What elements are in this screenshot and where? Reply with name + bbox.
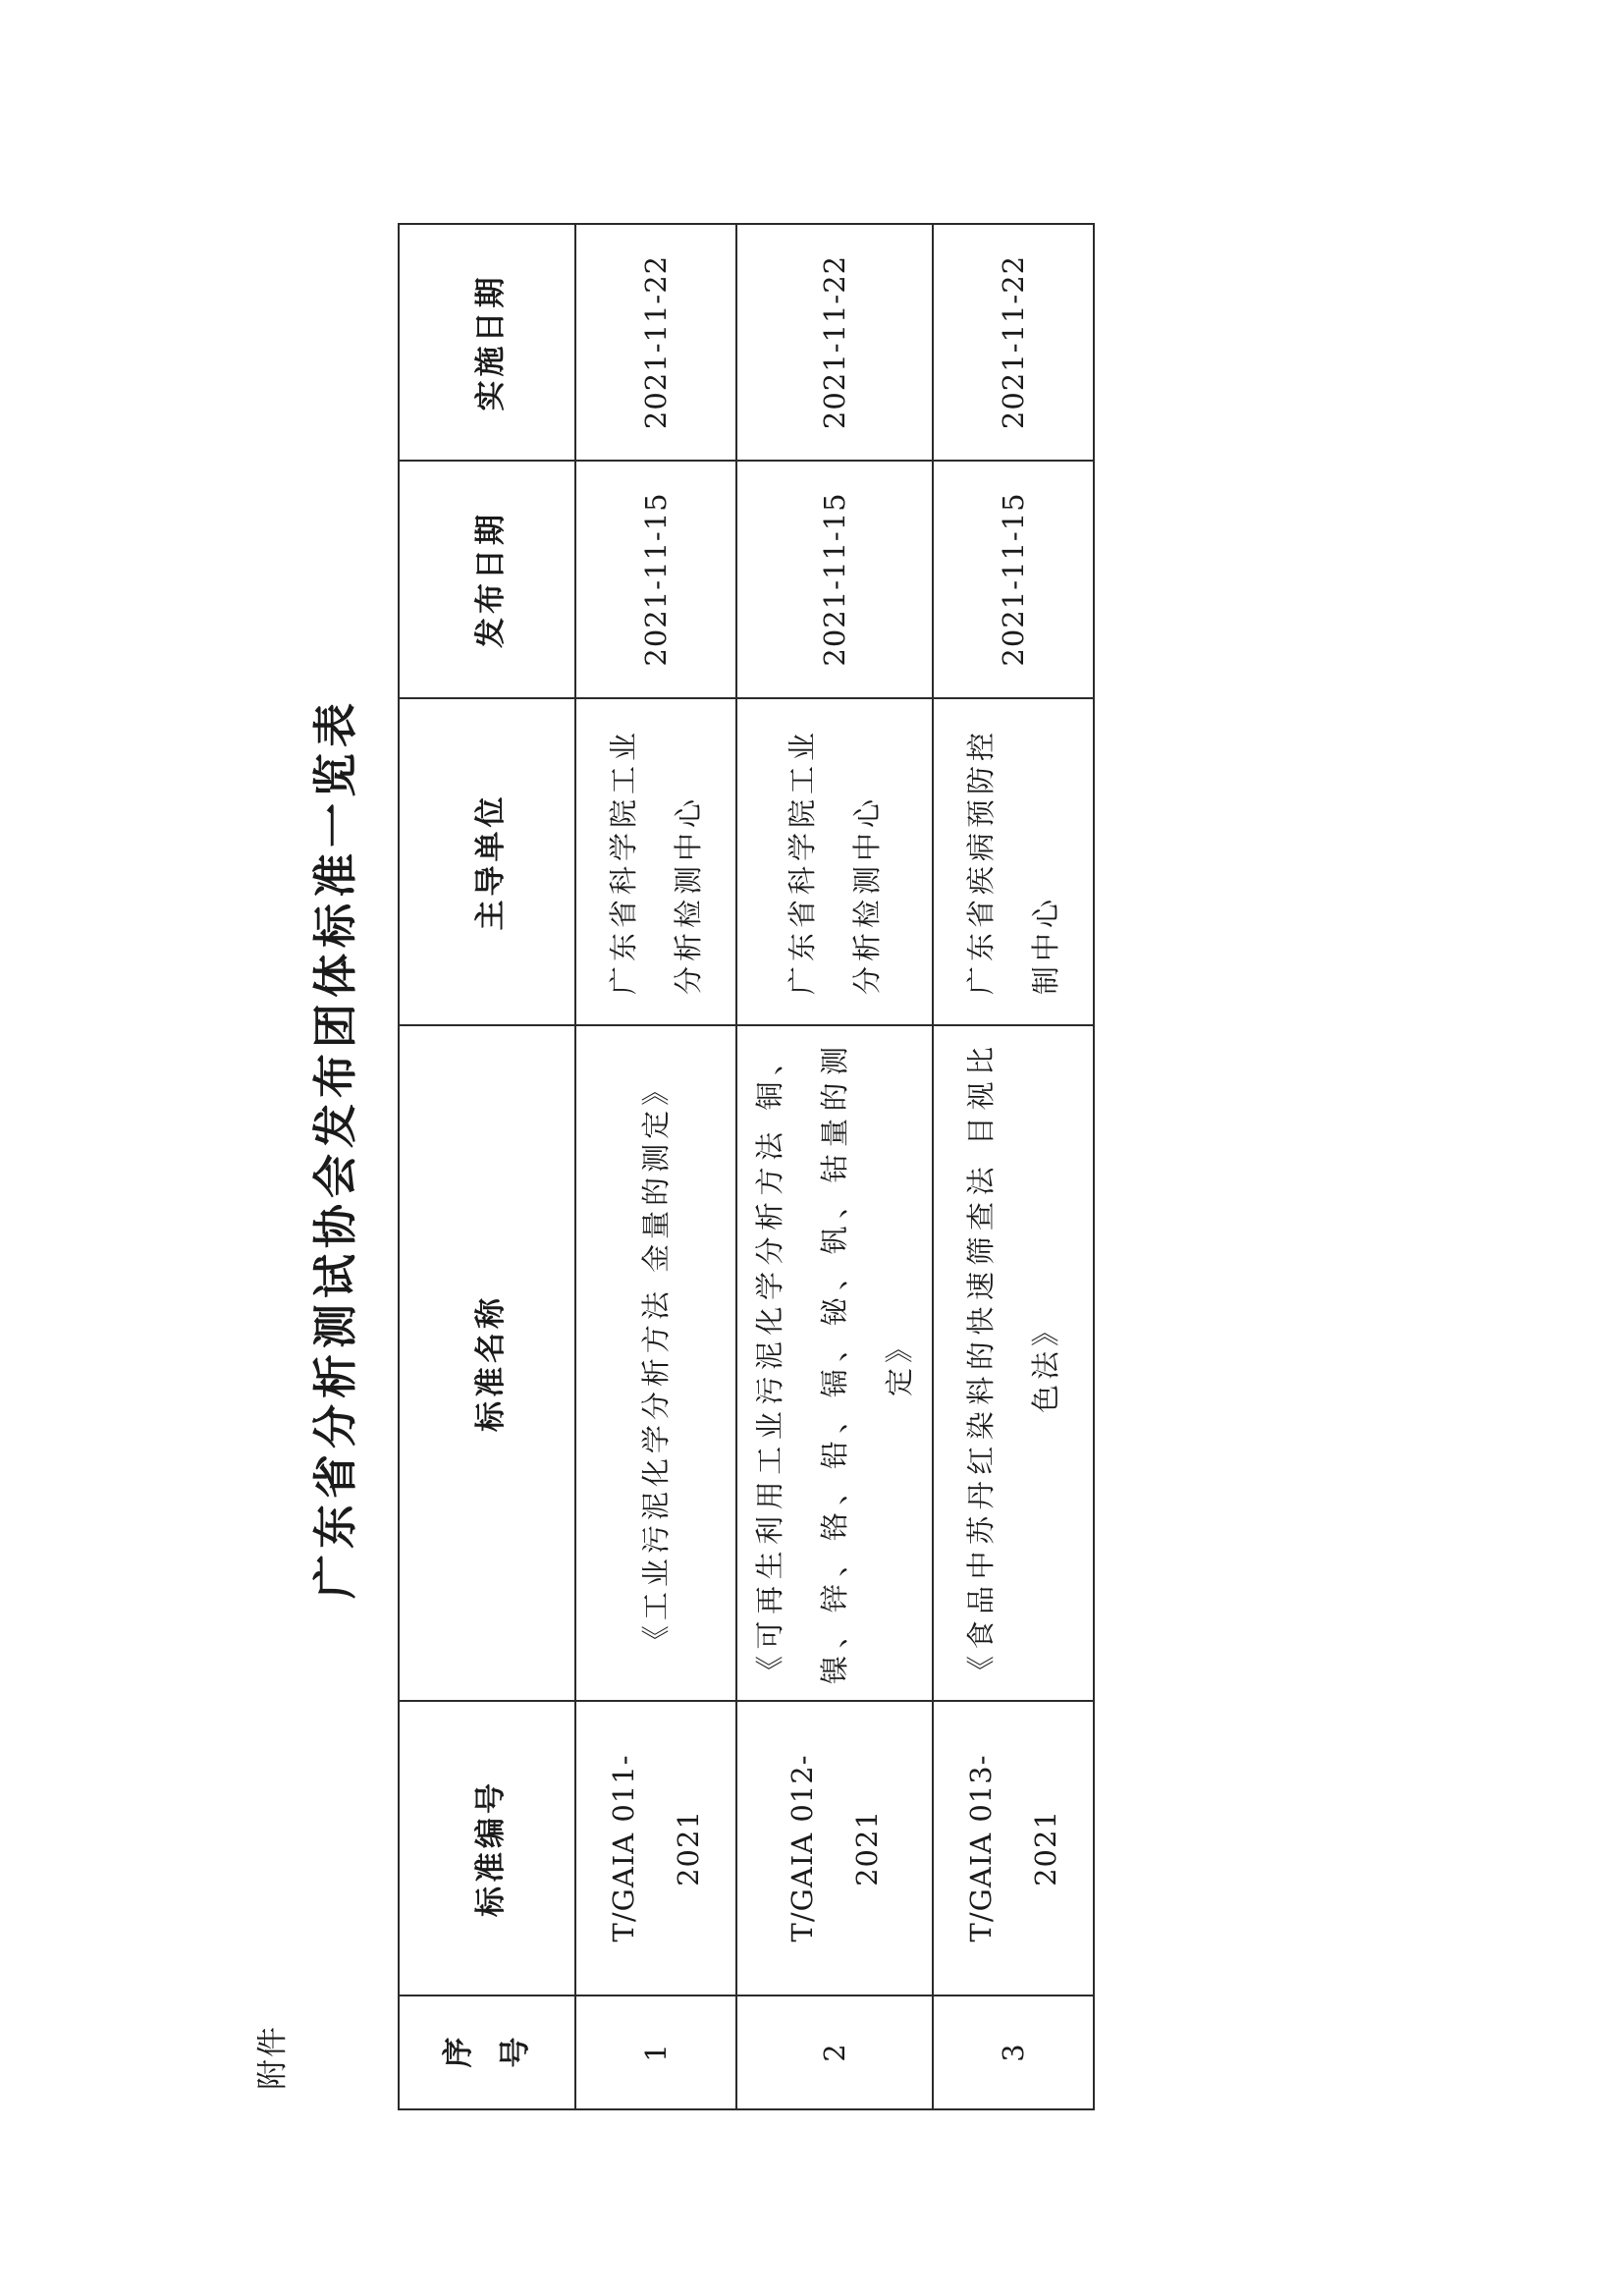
standards-table — [398, 223, 1095, 2110]
row-publish-date: 2021-11-15 — [575, 461, 736, 698]
header-publish-date: 发布日期 — [399, 461, 575, 698]
row-seq: 1 — [575, 1995, 736, 2109]
row-publish-date: 2021-11-15 — [933, 461, 1094, 698]
header-effective-date: 实施日期 — [399, 224, 575, 461]
row-standard-code: T/GAIA 011-2021 — [575, 1701, 736, 1995]
row-standard-name: 《可再生利用工业污泥化学分析方法 铜、镍、锌、铬、铅、镉、铋、钒、钴量的测定》 — [736, 1025, 933, 1701]
row-standard-code: T/GAIA 012-2021 — [736, 1701, 933, 1995]
row-lead-org: 广东省科学院工业分析检测中心 — [575, 698, 736, 1025]
table-header-row — [399, 224, 575, 2109]
table-row — [575, 224, 736, 2109]
row-effective-date: 2021-11-22 — [933, 224, 1094, 461]
attachment-label: 附件 — [255, 2025, 291, 2090]
header-code: 标准编号 — [399, 1701, 575, 1995]
header-seq-line2: 号 — [498, 2037, 533, 2068]
row-seq: 2 — [736, 1995, 933, 2109]
row-lead-org: 广东省科学院工业分析检测中心 — [736, 698, 933, 1025]
table-row — [933, 224, 1094, 2109]
row-standard-name: 《食品中苏丹红染料的快速筛查法 目视比色法》 — [933, 1025, 1094, 1701]
row-effective-date: 2021-11-22 — [575, 224, 736, 461]
row-seq: 3 — [933, 1995, 1094, 2109]
table-row — [736, 224, 933, 2109]
header-seq-line1: 序 — [441, 2037, 476, 2068]
row-effective-date: 2021-11-22 — [736, 224, 933, 461]
row-standard-name: 《工业污泥化学分析方法 金量的测定》 — [575, 1025, 736, 1701]
row-publish-date: 2021-11-15 — [736, 461, 933, 698]
header-name: 标准名称 — [399, 1025, 575, 1701]
header-org: 主导单位 — [399, 698, 575, 1025]
row-standard-code: T/GAIA 013-2021 — [933, 1701, 1094, 1995]
document-title: 广东省分析测试协会发布团体标准一览表 — [309, 697, 361, 1600]
row-lead-org: 广东省疾病预防控制中心 — [933, 698, 1094, 1025]
header-seq — [399, 1995, 575, 2109]
